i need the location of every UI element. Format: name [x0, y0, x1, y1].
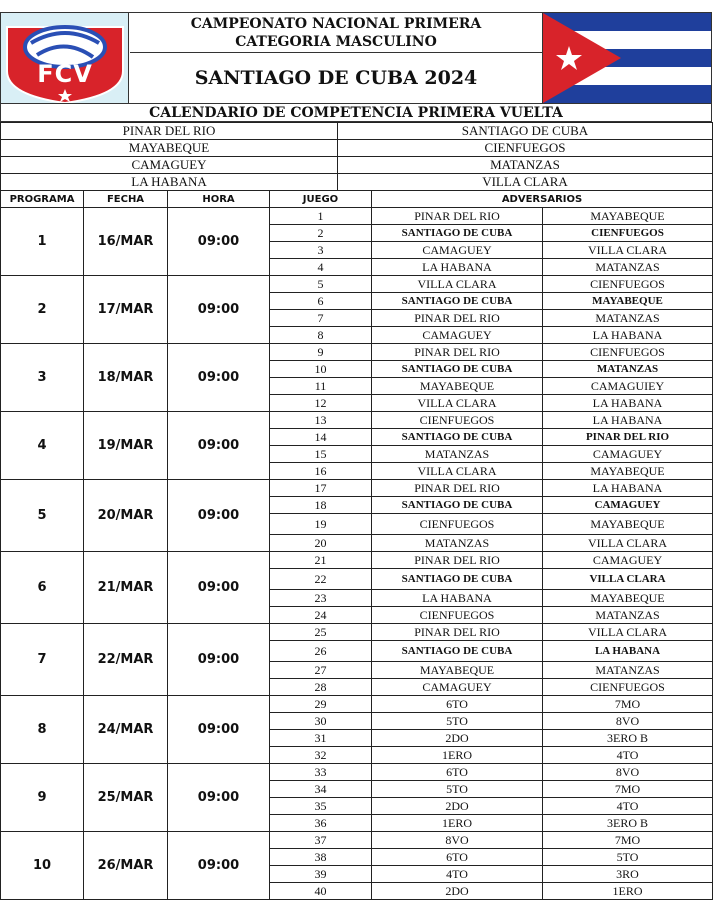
team-away: CIENFUEGOS — [543, 276, 713, 293]
game-number: 15 — [270, 446, 372, 463]
group-team-left: CAMAGUEY — [1, 157, 338, 174]
subtitle: SANTIAGO DE CUBA 2024 — [194, 67, 478, 89]
program-date: 18/MAR — [84, 344, 168, 412]
program-number: 3 — [1, 344, 84, 412]
program-time: 09:00 — [168, 832, 270, 900]
team-away: LA HABANA — [543, 395, 713, 412]
team-home: PINAR DEL RIO — [372, 208, 543, 225]
team-away: MATANZAS — [543, 361, 713, 378]
team-home: LA HABANA — [372, 259, 543, 276]
team-away: VILLA CLARA — [543, 624, 713, 641]
game-number: 25 — [270, 624, 372, 641]
program-number: 1 — [1, 208, 84, 276]
game-number: 33 — [270, 764, 372, 781]
table-row — [1, 208, 713, 225]
group-row — [1, 123, 713, 140]
program-date: 24/MAR — [84, 696, 168, 764]
team-home: SANTIAGO DE CUBA — [372, 429, 543, 446]
team-home: SANTIAGO DE CUBA — [372, 569, 543, 590]
game-number: 37 — [270, 832, 372, 849]
team-away: 3ERO B — [543, 730, 713, 747]
group-team-right: MATANZAS — [338, 157, 713, 174]
program-time: 09:00 — [168, 344, 270, 412]
program-date: 25/MAR — [84, 764, 168, 832]
team-away: MAYABEQUE — [543, 590, 713, 607]
team-away: MATANZAS — [543, 310, 713, 327]
team-home: 5TO — [372, 781, 543, 798]
team-home: MATANZAS — [372, 446, 543, 463]
team-home: PINAR DEL RIO — [372, 552, 543, 569]
program-time: 09:00 — [168, 480, 270, 552]
groups-table — [0, 122, 713, 191]
header-programa: PROGRAMA — [1, 191, 84, 208]
game-number: 26 — [270, 641, 372, 662]
program-date: 26/MAR — [84, 832, 168, 900]
team-home: PINAR DEL RIO — [372, 344, 543, 361]
team-away: PINAR DEL RIO — [543, 429, 713, 446]
program-date: 19/MAR — [84, 412, 168, 480]
schedule-header-row — [1, 191, 713, 208]
team-home: CAMAGUEY — [372, 327, 543, 344]
game-number: 34 — [270, 781, 372, 798]
program-date: 17/MAR — [84, 276, 168, 344]
team-home: SANTIAGO DE CUBA — [372, 293, 543, 310]
team-away: CIENFUEGOS — [543, 679, 713, 696]
team-home: MAYABEQUE — [372, 378, 543, 395]
game-number: 28 — [270, 679, 372, 696]
team-away: CIENFUEGOS — [543, 344, 713, 361]
header-adversarios: ADVERSARIOS — [372, 191, 713, 208]
game-number: 13 — [270, 412, 372, 429]
group-row — [1, 157, 713, 174]
program-number: 4 — [1, 412, 84, 480]
team-home: MATANZAS — [372, 535, 543, 552]
game-number: 8 — [270, 327, 372, 344]
table-row — [1, 344, 713, 361]
game-number: 21 — [270, 552, 372, 569]
program-number: 6 — [1, 552, 84, 624]
group-team-right: VILLA CLARA — [338, 174, 713, 191]
team-home: 4TO — [372, 866, 543, 883]
title-box — [130, 13, 542, 53]
table-row — [1, 276, 713, 293]
team-home: 2DO — [372, 730, 543, 747]
table-row — [1, 832, 713, 849]
game-number: 32 — [270, 747, 372, 764]
game-number: 40 — [270, 883, 372, 900]
team-home: SANTIAGO DE CUBA — [372, 225, 543, 242]
team-home: CAMAGUEY — [372, 242, 543, 259]
team-away: LA HABANA — [543, 641, 713, 662]
team-away: VILLA CLARA — [543, 242, 713, 259]
team-away: CAMAGUEY — [543, 497, 713, 514]
game-number: 17 — [270, 480, 372, 497]
table-row — [1, 764, 713, 781]
game-number: 30 — [270, 713, 372, 730]
game-number: 1 — [270, 208, 372, 225]
team-home: 8VO — [372, 832, 543, 849]
game-number: 29 — [270, 696, 372, 713]
program-time: 09:00 — [168, 208, 270, 276]
game-number: 7 — [270, 310, 372, 327]
game-number: 20 — [270, 535, 372, 552]
group-team-right: CIENFUEGOS — [338, 140, 713, 157]
game-number: 22 — [270, 569, 372, 590]
program-number: 9 — [1, 764, 84, 832]
team-away: 4TO — [543, 747, 713, 764]
header-fecha: FECHA — [84, 191, 168, 208]
game-number: 38 — [270, 849, 372, 866]
team-away: MAYABEQUE — [543, 514, 713, 535]
team-home: LA HABANA — [372, 590, 543, 607]
calendar-title: CALENDARIO DE COMPETENCIA PRIMERA VUELTA — [0, 104, 712, 122]
team-away: 8VO — [543, 713, 713, 730]
game-number: 16 — [270, 463, 372, 480]
program-time: 09:00 — [168, 764, 270, 832]
game-number: 31 — [270, 730, 372, 747]
game-number: 2 — [270, 225, 372, 242]
group-row — [1, 174, 713, 191]
team-away: MATANZAS — [543, 662, 713, 679]
team-home: 5TO — [372, 713, 543, 730]
group-team-right: SANTIAGO DE CUBA — [338, 123, 713, 140]
program-time: 09:00 — [168, 412, 270, 480]
group-team-left: PINAR DEL RIO — [1, 123, 338, 140]
program-time: 09:00 — [168, 276, 270, 344]
team-home: CAMAGUEY — [372, 679, 543, 696]
logo-text: FCV — [37, 60, 93, 88]
team-away: 8VO — [543, 764, 713, 781]
title-line2: CATEGORIA MASCULINO — [235, 34, 437, 50]
team-home: PINAR DEL RIO — [372, 624, 543, 641]
volleyball-shield-icon — [1, 13, 129, 103]
schedule-table — [0, 190, 713, 900]
team-home: SANTIAGO DE CUBA — [372, 361, 543, 378]
team-home: VILLA CLARA — [372, 395, 543, 412]
team-away: LA HABANA — [543, 327, 713, 344]
title-line1: CAMPEONATO NACIONAL PRIMERA — [190, 16, 482, 32]
game-number: 5 — [270, 276, 372, 293]
program-time: 09:00 — [168, 624, 270, 696]
game-number: 18 — [270, 497, 372, 514]
game-number: 14 — [270, 429, 372, 446]
team-away: MATANZAS — [543, 607, 713, 624]
team-away: CAMAGUEY — [543, 552, 713, 569]
team-away: CAMAGUIEY — [543, 378, 713, 395]
game-number: 11 — [270, 378, 372, 395]
team-away: 1ERO — [543, 883, 713, 900]
fcv-logo — [1, 13, 129, 103]
team-away: MAYABEQUE — [543, 463, 713, 480]
team-away: LA HABANA — [543, 480, 713, 497]
program-date: 20/MAR — [84, 480, 168, 552]
team-home: SANTIAGO DE CUBA — [372, 641, 543, 662]
game-number: 9 — [270, 344, 372, 361]
game-number: 35 — [270, 798, 372, 815]
team-home: CIENFUEGOS — [372, 412, 543, 429]
group-team-left: LA HABANA — [1, 174, 338, 191]
team-away: VILLA CLARA — [543, 535, 713, 552]
program-date: 22/MAR — [84, 624, 168, 696]
team-away: 3ERO B — [543, 815, 713, 832]
team-home: SANTIAGO DE CUBA — [372, 497, 543, 514]
table-row — [1, 480, 713, 497]
team-away: MAYABEQUE — [543, 293, 713, 310]
program-number: 10 — [1, 832, 84, 900]
team-home: 6TO — [372, 696, 543, 713]
team-home: 6TO — [372, 764, 543, 781]
team-away: VILLA CLARA — [543, 569, 713, 590]
game-number: 3 — [270, 242, 372, 259]
table-row — [1, 696, 713, 713]
team-home: PINAR DEL RIO — [372, 480, 543, 497]
team-away: 7MO — [543, 781, 713, 798]
team-home: MAYABEQUE — [372, 662, 543, 679]
table-row — [1, 552, 713, 569]
team-away: CIENFUEGOS — [543, 225, 713, 242]
team-away: 4TO — [543, 798, 713, 815]
game-number: 4 — [270, 259, 372, 276]
program-number: 8 — [1, 696, 84, 764]
group-row — [1, 140, 713, 157]
team-away: MATANZAS — [543, 259, 713, 276]
game-number: 6 — [270, 293, 372, 310]
team-away: 7MO — [543, 696, 713, 713]
team-home: 2DO — [372, 883, 543, 900]
table-row — [1, 624, 713, 641]
game-number: 12 — [270, 395, 372, 412]
team-home: 2DO — [372, 798, 543, 815]
team-home: PINAR DEL RIO — [372, 310, 543, 327]
team-home: 1ERO — [372, 747, 543, 764]
team-home: VILLA CLARA — [372, 276, 543, 293]
team-home: CIENFUEGOS — [372, 607, 543, 624]
team-home: 1ERO — [372, 815, 543, 832]
program-date: 21/MAR — [84, 552, 168, 624]
game-number: 23 — [270, 590, 372, 607]
cuba-flag-icon — [543, 13, 711, 103]
program-date: 16/MAR — [84, 208, 168, 276]
team-home: VILLA CLARA — [372, 463, 543, 480]
header-juego: JUEGO — [270, 191, 372, 208]
team-away: 3RO — [543, 866, 713, 883]
program-number: 2 — [1, 276, 84, 344]
cuba-flag — [542, 13, 711, 103]
team-home: CIENFUEGOS — [372, 514, 543, 535]
game-number: 24 — [270, 607, 372, 624]
game-number: 39 — [270, 866, 372, 883]
team-home: 6TO — [372, 849, 543, 866]
team-away: 5TO — [543, 849, 713, 866]
program-time: 09:00 — [168, 696, 270, 764]
team-away: LA HABANA — [543, 412, 713, 429]
header-hora: HORA — [168, 191, 270, 208]
program-number: 5 — [1, 480, 84, 552]
program-time: 09:00 — [168, 552, 270, 624]
game-number: 36 — [270, 815, 372, 832]
team-away: MAYABEQUE — [543, 208, 713, 225]
program-number: 7 — [1, 624, 84, 696]
group-team-left: MAYABEQUE — [1, 140, 338, 157]
team-away: CAMAGUEY — [543, 446, 713, 463]
game-number: 27 — [270, 662, 372, 679]
game-number: 10 — [270, 361, 372, 378]
game-number: 19 — [270, 514, 372, 535]
table-row — [1, 412, 713, 429]
team-away: 7MO — [543, 832, 713, 849]
